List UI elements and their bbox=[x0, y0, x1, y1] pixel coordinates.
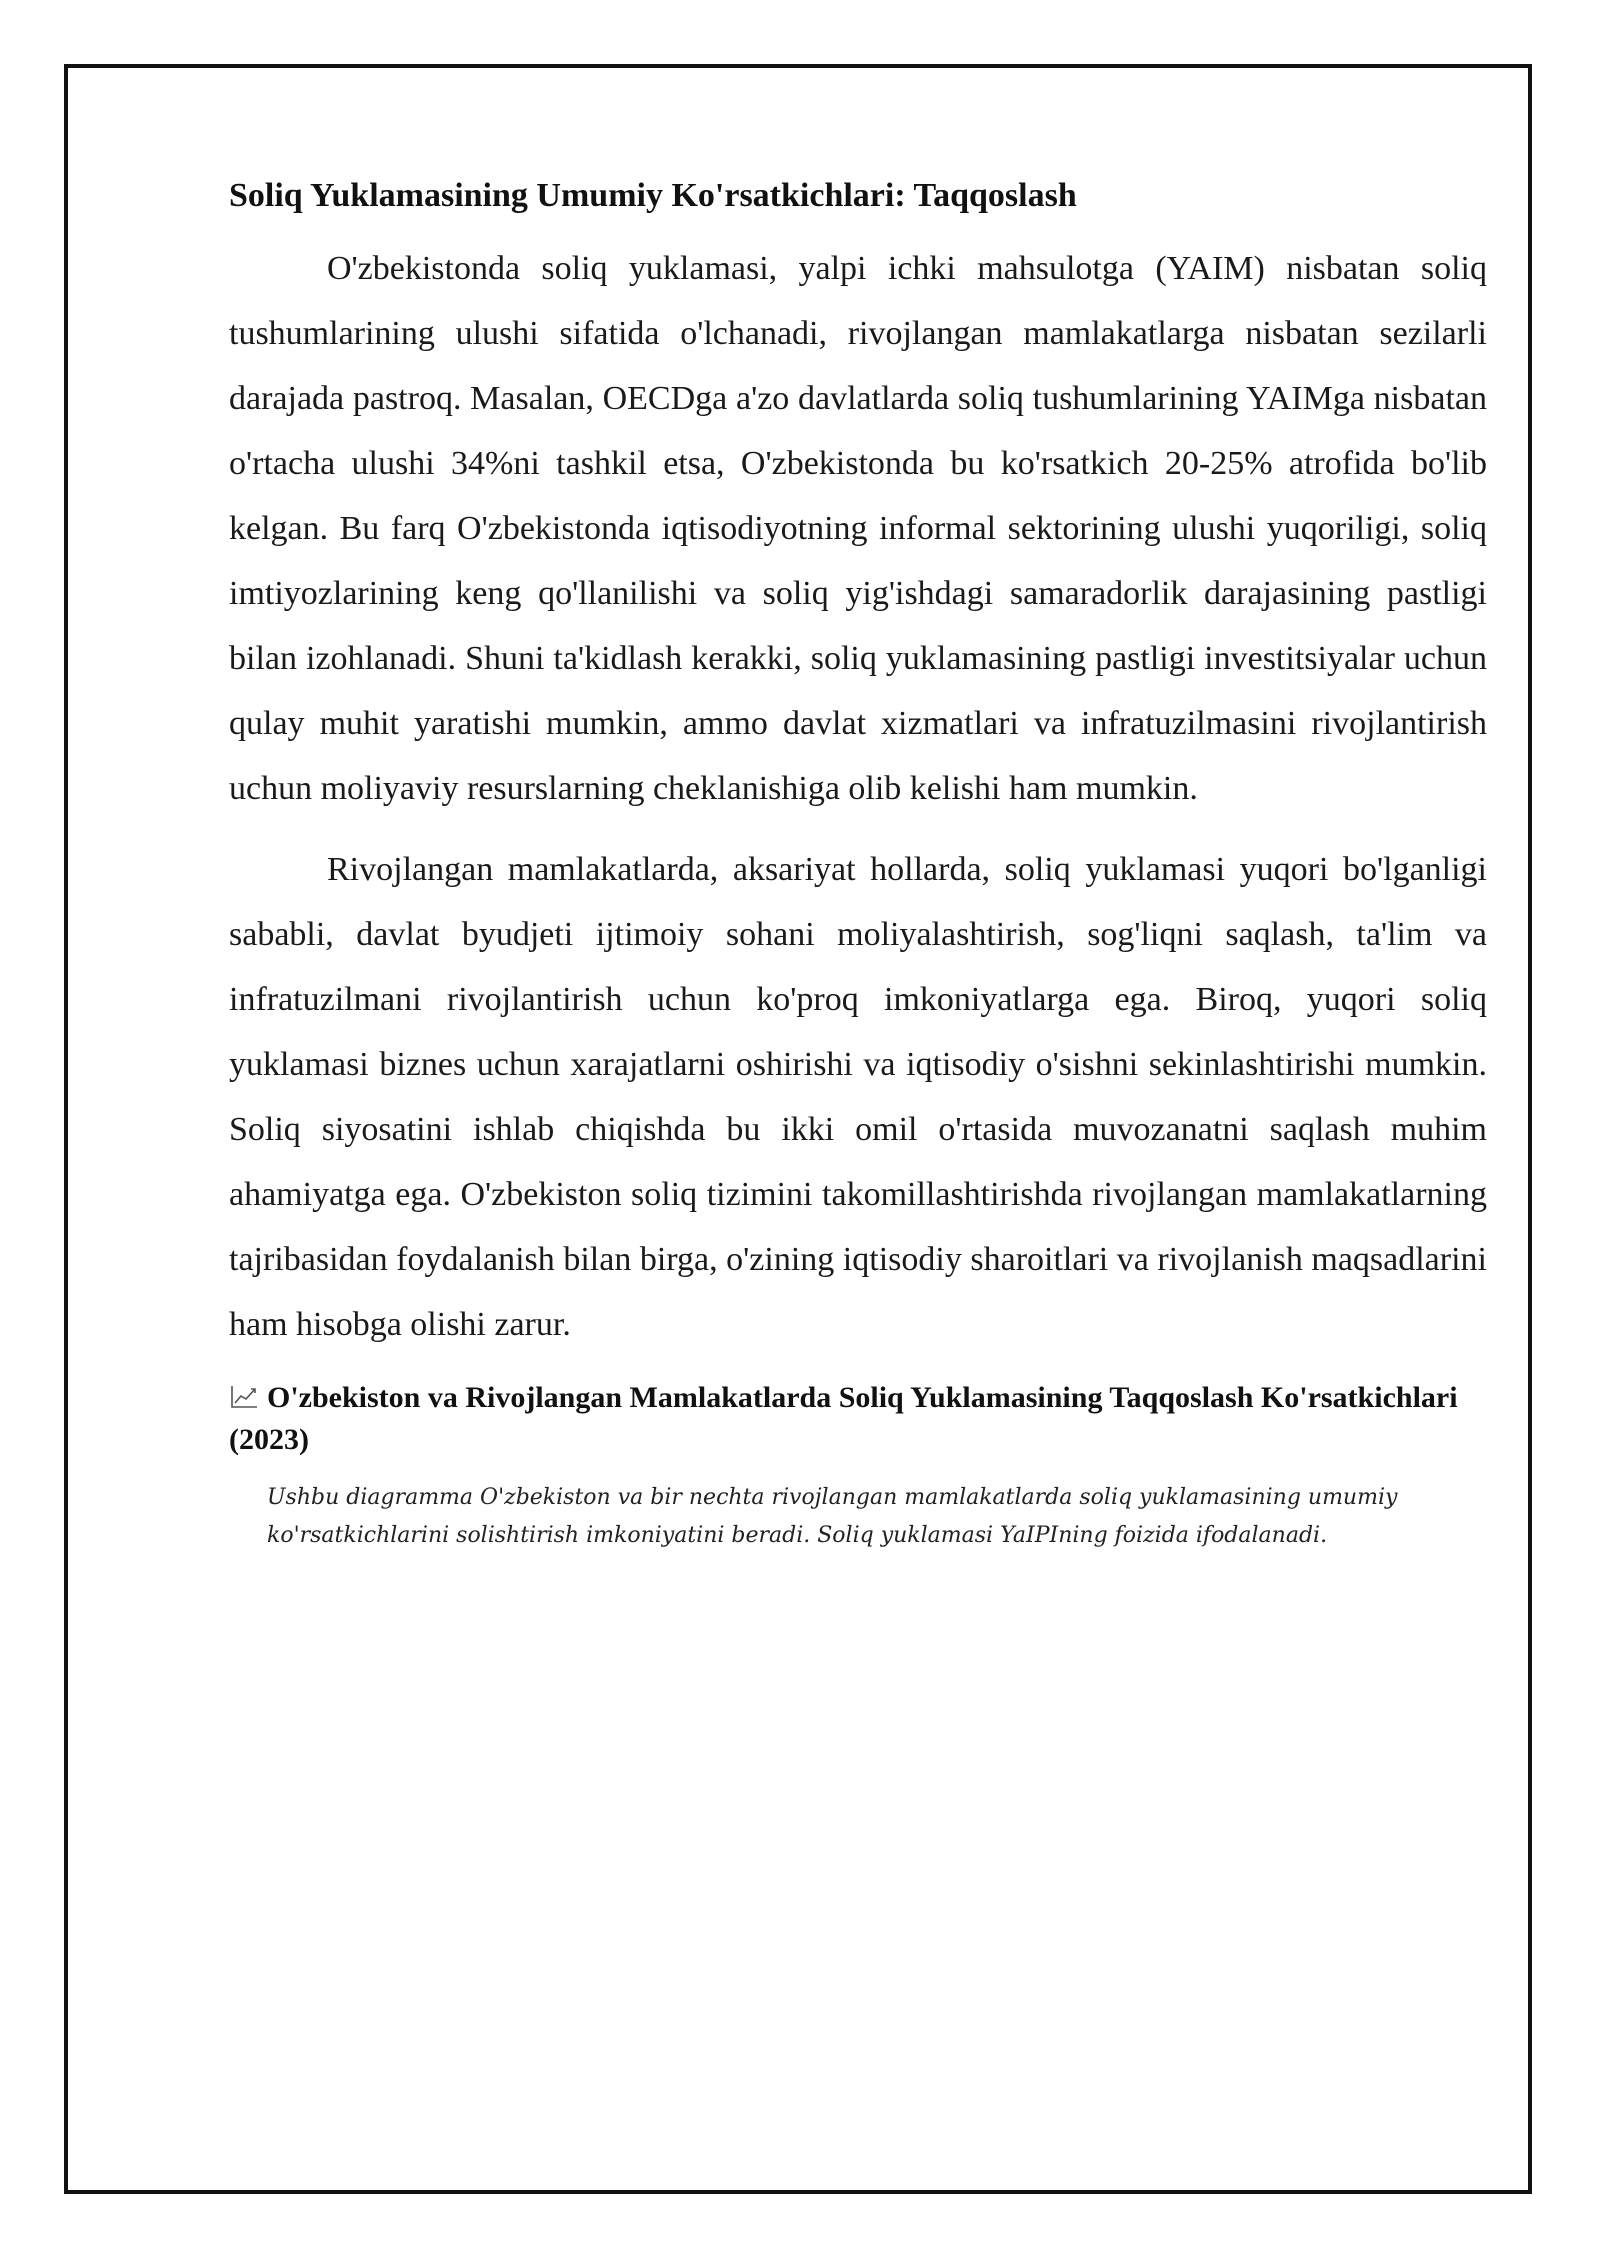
figure-title-text: O'zbekiston va Rivojlangan Mamlakatlarda Soliq Yuklamasining Taqqoslash Ko'rsatkichlari (2023) bbox=[229, 1381, 1458, 1456]
figure-block bbox=[229, 1377, 1487, 1555]
figure-caption: Ushbu diagramma O'zbekiston va bir nechta rivojlangan mamlakatlarda soliq yuklamasining umumiy ko'rsatkichlarini solishtirish imkoniyatini beradi. Soliq yuklamasi YaIPIning foizida ifodalanadi. bbox=[267, 1485, 1398, 1548]
document-content bbox=[229, 172, 1487, 1555]
paragraph-2: Rivojlangan mamlakatlarda, aksariyat hollarda, soliq yuklamasi yuqori bo'lganligi sababli, davlat byudjeti ijtimoiy sohani moliyalashtirish, sog'liqni saqlash, ta'lim va infratuzilmani rivojlantirish uchun ko'proq imkoniyatlarga ega. Biroq, yuqori soliq yuklamasi biznes uchun xarajatlarni oshirishi va iqtisodiy o'sishni sekinlashtirishi mumkin. Soliq siyosatini ishlab chiqishda bu ikki omil o'rtasida muvozanatni saqlash muhim ahamiyatga ega. O'zbekiston soliq tizimini takomillashtirishda rivojlangan mamlakatlarning tajribasidan foydalanish bilan birga, o'zining iqtisodiy sharoitlari va rivojlanish maqsadlarini ham hisobga olishi zarur. bbox=[229, 851, 1487, 1343]
figure-title bbox=[229, 1377, 1487, 1461]
paragraph-1: O'zbekistonda soliq yuklamasi, yalpi ichki mahsulotga (YAIM) nisbatan soliq tushumlarining ulushi sifatida o'lchanadi, rivojlangan mamlakatlarga nisbatan sezilarli darajada pastroq. Masalan, OECDga a'zo davlatlarda soliq tushumlarining YAIMga nisbatan o'rtacha ulushi 34%ni tashkil etsa, O'zbekistonda bu ko'rsatkich 20-25% atrofida bo'lib kelgan. Bu farq O'zbekistonda iqtisodiyotning informal sektorining ulushi yuqoriligi, soliq imtiyozlarining keng qo'llanilishi va soliq yig'ishdagi samaradorlik darajasining pastligi bilan izohlanadi. Shuni ta'kidlash kerakki, soliq yuklamasining pastligi investitsiyalar uchun qulay muhit yaratishi mumkin, ammo davlat xizmatlari va infratuzilmasini rivojlantirish uchun moliyaviy resurslarning cheklanishiga olib kelishi ham mumkin. bbox=[229, 250, 1487, 807]
section-heading: Soliq Yuklamasining Umumiy Ko'rsatkichlari: Taqqoslash bbox=[229, 177, 1077, 214]
chart-increasing-icon bbox=[229, 1380, 259, 1406]
